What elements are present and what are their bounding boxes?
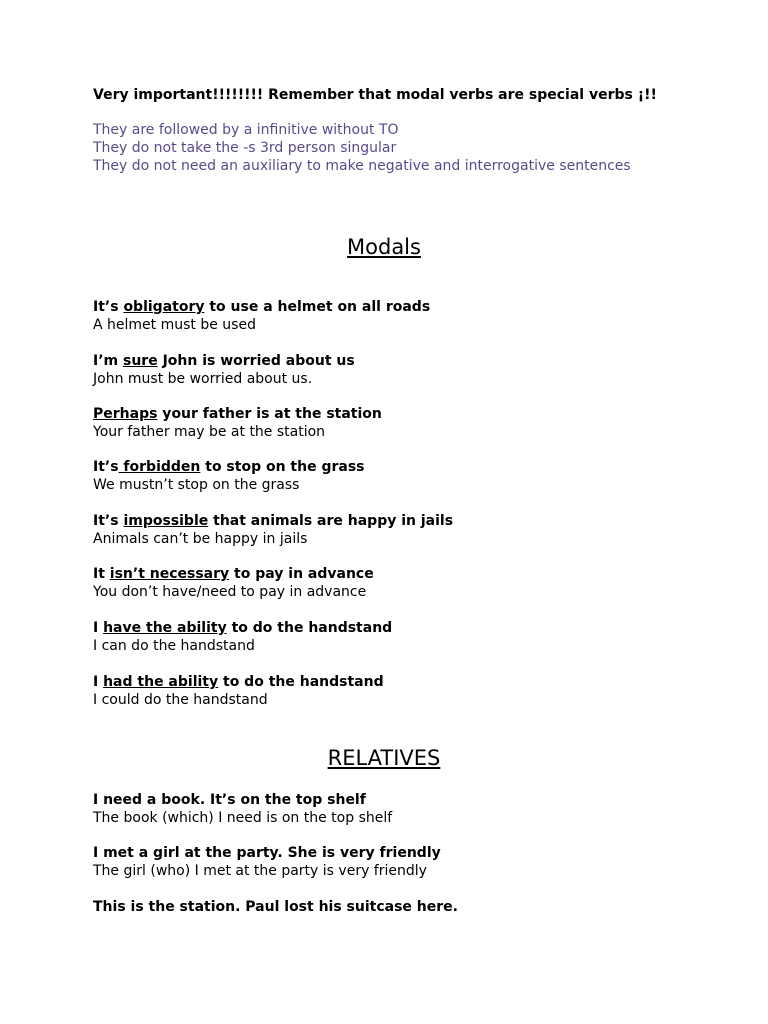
relative-answer-2: The girl (who) I met at the party is very friendly — [93, 863, 427, 879]
notice-title: Very important!!!!!!!! Remember that modal verbs are special verbs ¡!! — [93, 87, 657, 103]
modal-answer-5: Animals can’t be happy in jails — [93, 531, 308, 547]
modal-prompt-8 — [93, 673, 384, 691]
rule-no-s: They do not take the -s 3rd person singular — [93, 140, 397, 156]
modal-prompt-3 — [93, 405, 382, 423]
modal-answer-7: I can do the handstand — [93, 638, 255, 654]
keyword: Perhaps — [93, 406, 158, 422]
rule-infinitive: They are followed by a infinitive without TO — [93, 122, 399, 138]
keyword: obligatory — [123, 299, 205, 315]
modal-answer-8: I could do the handstand — [93, 692, 268, 708]
prompt-text: to stop on the grass — [200, 459, 365, 475]
relative-prompt-2: I met a girl at the party. She is very friendly — [93, 845, 441, 861]
modal-prompt-7 — [93, 619, 392, 637]
rule-no-auxiliary: They do not need an auxiliary to make negative and interrogative sentences — [93, 158, 631, 174]
keyword: forbidden — [118, 459, 201, 475]
keyword: have the ability — [103, 620, 227, 636]
modal-answer-6: You don’t have/need to pay in advance — [93, 584, 367, 600]
prompt-text: to do the handstand — [226, 620, 393, 636]
relative-answer-1: The book (which) I need is on the top shelf — [93, 810, 393, 826]
prompt-text: to do the handstand — [218, 674, 384, 690]
prompt-text: It’s — [93, 459, 119, 475]
modal-answer-3: Your father may be at the station — [93, 424, 326, 440]
relative-prompt-3: This is the station. Paul lost his suitcase here. — [93, 899, 458, 915]
prompt-text: your father is at the station — [157, 406, 382, 422]
prompt-text: I’m — [93, 353, 123, 369]
modal-prompt-5 — [93, 512, 453, 530]
keyword: sure — [123, 353, 158, 369]
prompt-text: I — [93, 674, 104, 690]
modal-prompt-2 — [93, 352, 355, 370]
modal-prompt-6 — [93, 565, 374, 583]
prompt-text: I — [93, 620, 104, 636]
prompt-text: John is worried about us — [157, 353, 355, 369]
relative-prompt-1: I need a book. It’s on the top shelf — [93, 792, 366, 808]
modal-answer-4: We mustn’t stop on the grass — [93, 477, 300, 493]
prompt-text: to pay in advance — [229, 566, 374, 582]
keyword: had the ability — [103, 674, 219, 690]
prompt-text: that animals are happy in jails — [208, 513, 454, 529]
keyword: impossible — [123, 513, 209, 529]
modal-prompt-4 — [93, 458, 365, 476]
prompt-text: It’s — [93, 513, 124, 529]
relatives-heading: RELATIVES — [327, 746, 441, 770]
prompt-text: It — [93, 566, 110, 582]
modals-heading: Modals — [347, 235, 421, 259]
prompt-text: It’s — [93, 299, 124, 315]
modal-answer-1: A helmet must be used — [93, 317, 256, 333]
prompt-text: to use a helmet on all roads — [204, 299, 431, 315]
modal-prompt-1 — [93, 298, 430, 316]
modal-answer-2: John must be worried about us. — [93, 371, 313, 387]
keyword: isn’t necessary — [109, 566, 230, 582]
